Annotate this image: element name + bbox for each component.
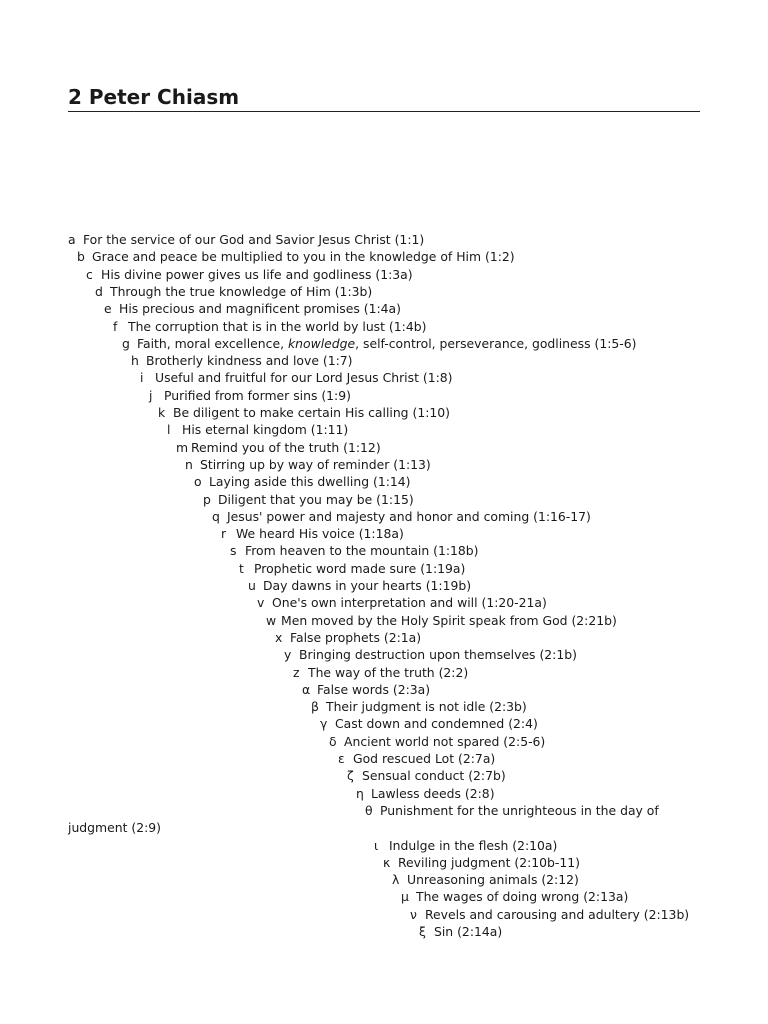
outline-item — [257, 594, 547, 611]
outline-item-text: The corruption that is in the world by lust (1:4b) — [128, 318, 427, 334]
outline-item-text: Sin (2:14a) — [434, 924, 503, 939]
outline-item — [239, 560, 465, 577]
outline-item-text: His eternal kingdom (1:11) — [182, 422, 349, 438]
outline-item — [338, 750, 495, 767]
outline-item-text: Remind you of the truth (1:12) — [191, 439, 381, 455]
outline-item-label: s — [230, 543, 237, 559]
outline-item-label: t — [239, 560, 244, 576]
outline-item-label: m — [176, 439, 189, 455]
outline-item-label: l — [167, 422, 171, 438]
outline-item — [302, 681, 430, 698]
outline-item-label: y — [284, 647, 292, 663]
outline-item-text: Unreasoning animals (2:12) — [407, 872, 579, 888]
outline-item-text: Revels and carousing and adultery (2:13b) — [425, 906, 690, 922]
outline-item-continuation: judgment (2:9) — [68, 820, 161, 836]
outline-item-text: Bringing destruction upon themselves (2:1b) — [299, 647, 577, 663]
outline-item-label: j — [149, 387, 153, 403]
outline-item-label: c — [86, 266, 93, 282]
outline-item-text: The way of the truth (2:2) — [308, 664, 469, 680]
outline-item-label: i — [140, 370, 144, 386]
outline-item-text: We heard His voice (1:18a) — [236, 526, 404, 542]
outline-item — [329, 733, 545, 750]
outline-item-text: Their judgment is not idle (2:3b) — [326, 699, 527, 715]
outline-item-text: Punishment for the unrighteous in the day of — [380, 802, 659, 818]
outline-item-text: One's own interpretation and will (1:20-21a) — [272, 595, 547, 611]
outline-item — [275, 629, 421, 646]
outline-item-text: Lawless deeds (2:8) — [371, 785, 495, 801]
outline-item-label: κ — [383, 854, 391, 870]
outline-item-text: Cast down and condemned (2:4) — [335, 716, 538, 732]
outline-item-text: Brotherly kindness and love (1:7) — [146, 353, 353, 369]
outline-item — [410, 906, 689, 923]
page-title: 2 Peter Chiasm — [68, 84, 700, 112]
outline-item — [365, 802, 659, 819]
outline-item-label: f — [113, 318, 118, 334]
outline-item-text: His precious and magnificent promises (1:4a) — [119, 301, 401, 317]
outline-item — [122, 335, 636, 352]
outline-item — [293, 664, 468, 681]
outline-item-text: For the service of our God and Savior Jesus Christ (1:1) — [83, 232, 425, 247]
outline-item-text: Day dawns in your hearts (1:19b) — [263, 578, 472, 593]
outline-item — [392, 871, 579, 888]
outline-item-label: x — [275, 629, 283, 645]
outline-item — [149, 387, 351, 404]
outline-item — [374, 837, 557, 854]
outline-item-label: ν — [410, 906, 417, 922]
outline-item-label: o — [194, 474, 202, 490]
outline-item — [176, 439, 381, 456]
outline-item-text: Grace and peace be multiplied to you in the knowledge of Him (1:2) — [92, 249, 515, 265]
outline-item — [86, 266, 413, 283]
outline-item-label: a — [68, 232, 76, 247]
outline-item — [347, 767, 506, 784]
outline-item-text: Indulge in the flesh (2:10a) — [389, 837, 558, 853]
outline-item-label: θ — [365, 802, 373, 818]
outline-item-text: Stirring up by way of reminder (1:13) — [200, 456, 431, 472]
outline-item-text: The wages of doing wrong (2:13a) — [416, 889, 629, 905]
outline-item-text: Prophetic word made sure (1:19a) — [254, 560, 466, 576]
outline-item-label: h — [131, 353, 139, 369]
outline-item-text: Useful and fruitful for our Lord Jesus Christ (1:8) — [155, 370, 453, 386]
outline-item-text: From heaven to the mountain (1:18b) — [245, 543, 479, 559]
outline-item-text: Jesus' power and majesty and honor and coming (1:16-17) — [227, 508, 591, 524]
outline-item — [131, 352, 352, 369]
outline-item-text: Ancient world not spared (2:5-6) — [344, 733, 546, 749]
outline-item-label: d — [95, 283, 103, 299]
outline-item-label: v — [257, 595, 265, 611]
outline-item — [95, 283, 372, 300]
outline-item-text: Diligent that you may be (1:15) — [218, 491, 414, 507]
outline-item-label: β — [311, 699, 319, 715]
outline-item — [194, 473, 411, 490]
outline-item-label: w — [266, 612, 277, 628]
outline-item-label: r — [221, 526, 227, 542]
outline-item-label: u — [248, 578, 256, 593]
outline-item-label: α — [302, 681, 311, 697]
outline-item — [401, 888, 628, 905]
outline-item — [158, 404, 450, 421]
outline-item-label: n — [185, 456, 193, 472]
outline-item-text: Laying aside this dwelling (1:14) — [209, 474, 411, 490]
outline-item-emphasis: knowledge — [287, 335, 356, 351]
outline-item-text: God rescued Lot (2:7a) — [353, 751, 496, 766]
outline-item-label: e — [104, 301, 112, 317]
outline-item-text: False words (2:3a) — [317, 681, 431, 697]
outline-item — [248, 577, 471, 594]
outline-item — [383, 854, 580, 871]
outline-item-label: γ — [320, 716, 328, 732]
outline-item-text: Reviling judgment (2:10b-11) — [398, 854, 580, 870]
outline-item-text: Men moved by the Holy Spirit speak from God (2:21b) — [281, 612, 617, 628]
outline-item-label: λ — [392, 872, 400, 888]
outline-item-label: ε — [338, 751, 345, 766]
outline-item-text: His divine power gives us life and godliness (1:3a) — [101, 266, 413, 282]
outline-item-label: p — [203, 491, 211, 507]
outline-item-text: False prophets (2:1a) — [290, 629, 422, 645]
outline-item — [221, 525, 404, 542]
outline-item-label: ξ — [419, 924, 426, 939]
outline-item-label: δ — [329, 733, 337, 749]
outline-item — [68, 231, 424, 248]
outline-item — [266, 612, 617, 629]
outline-item-label: k — [158, 405, 166, 420]
outline-item — [113, 318, 426, 335]
outline-item — [167, 421, 348, 438]
outline-item-label: ζ — [347, 768, 354, 784]
outline-item-label: g — [122, 335, 130, 351]
outline-item-label: z — [293, 664, 300, 680]
outline-item — [212, 508, 591, 525]
outline-item-label: q — [212, 508, 220, 524]
outline-item — [356, 785, 495, 802]
outline-item — [77, 248, 515, 265]
outline-item-text: Through the true knowledge of Him (1:3b) — [110, 283, 373, 299]
outline-item-text: Purified from former sins (1:9) — [164, 387, 351, 403]
outline-item-text: , self-control, perseverance, godliness (1:5-6) — [355, 335, 637, 351]
outline-item — [230, 542, 479, 559]
outline-item — [140, 369, 452, 386]
outline-item — [104, 300, 401, 317]
outline-item-label: μ — [401, 889, 409, 905]
outline-item-label: η — [356, 785, 364, 801]
outline-item-label: b — [77, 249, 85, 265]
outline-item-text: Sensual conduct (2:7b) — [362, 768, 506, 784]
outline-item — [311, 698, 527, 715]
outline-item-label: ι — [374, 837, 379, 853]
outline-item — [203, 491, 414, 508]
outline-item-text: Faith, moral excellence, — [137, 335, 288, 351]
outline-item — [320, 715, 538, 732]
outline-item-text: Be diligent to make certain His calling (1:10) — [173, 405, 450, 420]
outline-item — [284, 646, 577, 663]
outline-item — [185, 456, 431, 473]
outline-item — [419, 923, 502, 940]
